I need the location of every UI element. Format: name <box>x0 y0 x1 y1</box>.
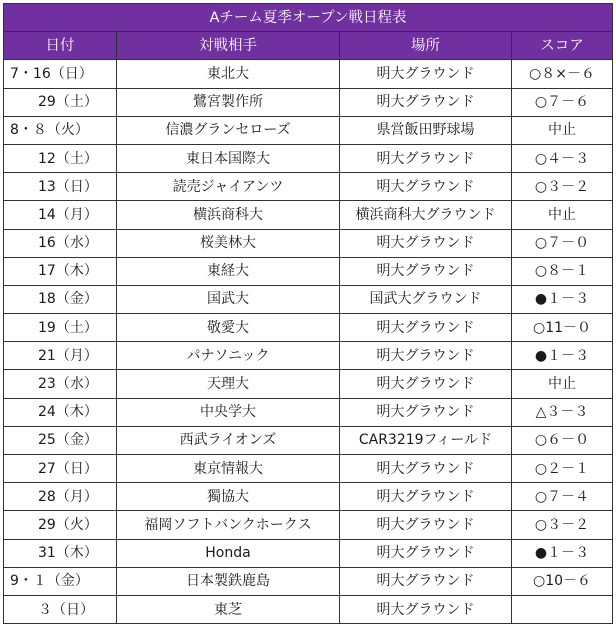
opponent-cell: 西武ライオンズ <box>117 426 340 454</box>
date-cell: 31（木） <box>4 539 117 567</box>
opponent-cell: 東経大 <box>117 257 340 285</box>
opponent-cell: Honda <box>117 539 340 567</box>
score-cell: ○８－１ <box>512 257 613 285</box>
table-row <box>4 595 613 623</box>
date-cell: 7・16（日） <box>4 60 117 88</box>
table-row <box>4 285 613 313</box>
score-cell: ●１－３ <box>512 539 613 567</box>
venue-cell: 明大グラウンド <box>340 144 512 172</box>
date-cell: 18（金） <box>4 285 117 313</box>
header-row <box>4 32 613 60</box>
opponent-cell: 獨協大 <box>117 483 340 511</box>
score-cell: ○11－０ <box>512 314 613 342</box>
table-row <box>4 342 613 370</box>
table-row <box>4 511 613 539</box>
score-cell <box>512 595 613 623</box>
opponent-cell: 福岡ソフトバンクホークス <box>117 511 340 539</box>
date-cell: 12（土） <box>4 144 117 172</box>
date-cell: 19（土） <box>4 314 117 342</box>
venue-cell: 明大グラウンド <box>340 342 512 370</box>
venue-cell: 明大グラウンド <box>340 229 512 257</box>
table-row <box>4 455 613 483</box>
date-cell: 28（月） <box>4 483 117 511</box>
opponent-cell: 鷺宮製作所 <box>117 88 340 116</box>
venue-cell: 明大グラウンド <box>340 88 512 116</box>
opponent-cell: 東北大 <box>117 60 340 88</box>
score-cell: ○３－２ <box>512 511 613 539</box>
schedule-table <box>3 3 613 624</box>
opponent-cell: 読売ジャイアンツ <box>117 173 340 201</box>
opponent-cell: 天理大 <box>117 370 340 398</box>
opponent-cell: 東日本国際大 <box>117 144 340 172</box>
opponent-cell: 桜美林大 <box>117 229 340 257</box>
date-cell: 14（月） <box>4 201 117 229</box>
venue-cell: 明大グラウンド <box>340 398 512 426</box>
schedule-body <box>4 60 613 624</box>
venue-cell: 明大グラウンド <box>340 511 512 539</box>
venue-cell: 横浜商科大グラウンド <box>340 201 512 229</box>
score-cell: △３－３ <box>512 398 613 426</box>
table-row <box>4 144 613 172</box>
table-row <box>4 426 613 454</box>
title-row <box>4 4 613 32</box>
score-cell: ○７－０ <box>512 229 613 257</box>
opponent-cell: パナソニック <box>117 342 340 370</box>
venue-cell: 明大グラウンド <box>340 539 512 567</box>
venue-cell: 明大グラウンド <box>340 595 512 623</box>
score-cell: 中止 <box>512 116 613 144</box>
date-cell: 29（火） <box>4 511 117 539</box>
venue-cell: 明大グラウンド <box>340 567 512 595</box>
table-row <box>4 201 613 229</box>
score-cell: ○８×－６ <box>512 60 613 88</box>
venue-cell: 明大グラウンド <box>340 314 512 342</box>
opponent-cell: 東芝 <box>117 595 340 623</box>
table-row <box>4 567 613 595</box>
score-cell: ●１－３ <box>512 285 613 313</box>
venue-cell: 明大グラウンド <box>340 483 512 511</box>
table-row <box>4 314 613 342</box>
date-cell: 13（日） <box>4 173 117 201</box>
opponent-cell: 日本製鉄鹿島 <box>117 567 340 595</box>
table-row <box>4 257 613 285</box>
opponent-cell: 中央学大 <box>117 398 340 426</box>
opponent-cell: 横浜商科大 <box>117 201 340 229</box>
column-header-venue: 場所 <box>340 32 512 60</box>
date-cell: 8・８（火） <box>4 116 117 144</box>
table-row <box>4 370 613 398</box>
date-cell: 27（日） <box>4 455 117 483</box>
score-cell: ○２－１ <box>512 455 613 483</box>
venue-cell: 明大グラウンド <box>340 370 512 398</box>
venue-cell: 明大グラウンド <box>340 60 512 88</box>
table-row <box>4 539 613 567</box>
date-cell: 21（月） <box>4 342 117 370</box>
date-cell: 17（木） <box>4 257 117 285</box>
date-cell: 23（水） <box>4 370 117 398</box>
venue-cell: 明大グラウンド <box>340 257 512 285</box>
score-cell: ○７－４ <box>512 483 613 511</box>
venue-cell: 国武大グラウンド <box>340 285 512 313</box>
column-header-date: 日付 <box>4 32 117 60</box>
score-cell: ○６－０ <box>512 426 613 454</box>
table-row <box>4 173 613 201</box>
table-row <box>4 229 613 257</box>
opponent-cell: 東京情報大 <box>117 455 340 483</box>
opponent-cell: 国武大 <box>117 285 340 313</box>
date-cell: 25（金） <box>4 426 117 454</box>
table-row <box>4 60 613 88</box>
score-cell: 中止 <box>512 201 613 229</box>
column-header-opponent: 対戦相手 <box>117 32 340 60</box>
date-cell: 9・１（金） <box>4 567 117 595</box>
opponent-cell: 信濃グランセローズ <box>117 116 340 144</box>
table-row <box>4 398 613 426</box>
score-cell: ○７－６ <box>512 88 613 116</box>
table-title: Aチーム夏季オープン戦日程表 <box>4 4 613 32</box>
score-cell: 中止 <box>512 370 613 398</box>
venue-cell: 県営飯田野球場 <box>340 116 512 144</box>
date-cell: 16（水） <box>4 229 117 257</box>
venue-cell: 明大グラウンド <box>340 455 512 483</box>
venue-cell: CAR3219フィールド <box>340 426 512 454</box>
score-cell: ○４－３ <box>512 144 613 172</box>
opponent-cell: 敬愛大 <box>117 314 340 342</box>
score-cell: ●１－３ <box>512 342 613 370</box>
date-cell: 24（木） <box>4 398 117 426</box>
table-row <box>4 116 613 144</box>
table-row <box>4 88 613 116</box>
venue-cell: 明大グラウンド <box>340 173 512 201</box>
table-row <box>4 483 613 511</box>
score-cell: ○３－２ <box>512 173 613 201</box>
score-cell: ○10－６ <box>512 567 613 595</box>
date-cell: 29（土） <box>4 88 117 116</box>
column-header-score: スコア <box>512 32 613 60</box>
date-cell: ３（日） <box>4 595 117 623</box>
